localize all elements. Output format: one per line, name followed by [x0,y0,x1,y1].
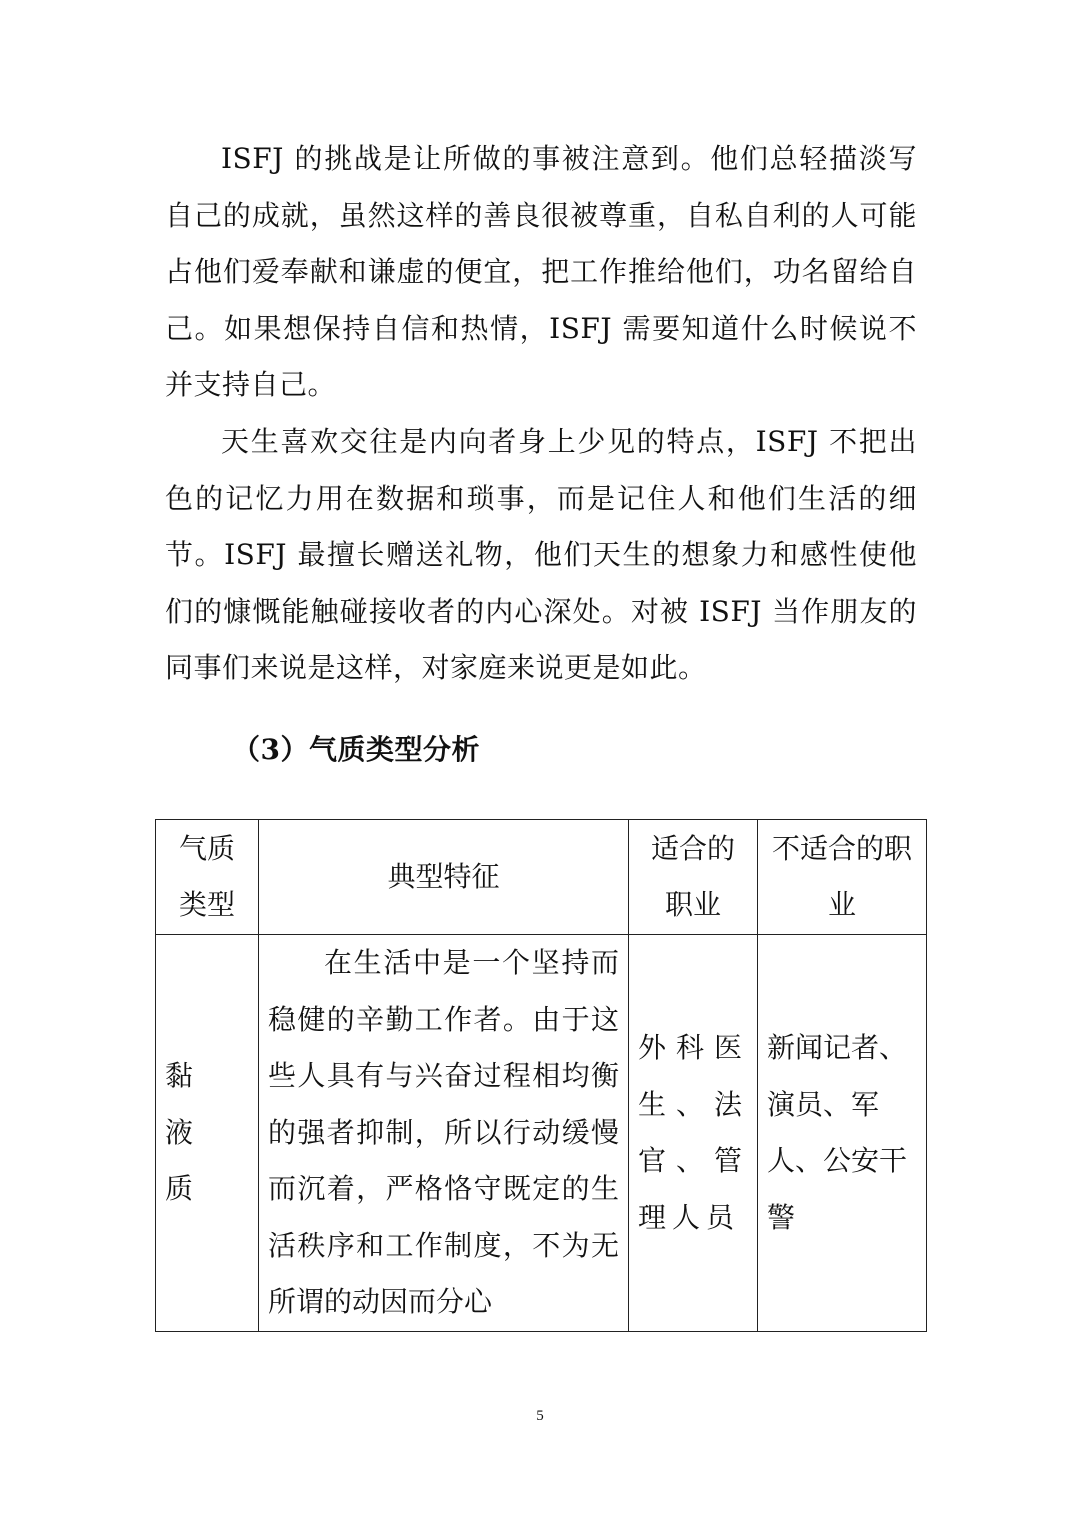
header-type: 气质类型 [156,820,259,935]
header-unsuitable: 不适合的职业 [758,820,927,935]
cell-suitable: 外科医生、法官、管理人员 [629,935,758,1332]
cell-type: 黏液质 [156,935,259,1332]
body-paragraph-1: ISFJ 的挑战是让所做的事被注意到。他们总轻描淡写自己的成就，虽然这样的善良很被尊重，自私自利的人可能占他们爱奉献和谦虚的便宜，把工作推给他们，功名留给自己。如果想保持自信和热情，ISFJ 需要知道什么时候说不并支持自己。 [165,142,917,401]
cell-unsuitable: 新闻记者、演员、军人、公安干警 [758,935,927,1332]
table-header-row [156,820,927,935]
cell-features: 在生活中是一个坚持而稳健的辛勤工作者。由于这些人具有与兴奋过程相均衡的强者抑制，所以行动缓慢而沉着，严格恪守既定的生活秩序和工作制度，不为无所谓的动因而分心 [259,935,629,1332]
header-features: 典型特征 [259,820,629,935]
header-suitable: 适合的职业 [629,820,758,935]
page-number: 5 [536,1408,544,1424]
temperament-table [155,819,927,1332]
body-paragraph-2: 天生喜欢交往是内向者身上少见的特点，ISFJ 不把出色的记忆力用在数据和琐事，而是记住人和他们生活的细节。ISFJ 最擅长赠送礼物，他们天生的想象力和感性使他们的慷慨能触碰接收者的内心深处。对被 ISFJ 当作朋友的同事们来说是这样，对家庭来说更是如此。 [165,425,917,684]
table-row [156,935,927,1332]
section-heading: （3）气质类型分析 [232,733,480,766]
